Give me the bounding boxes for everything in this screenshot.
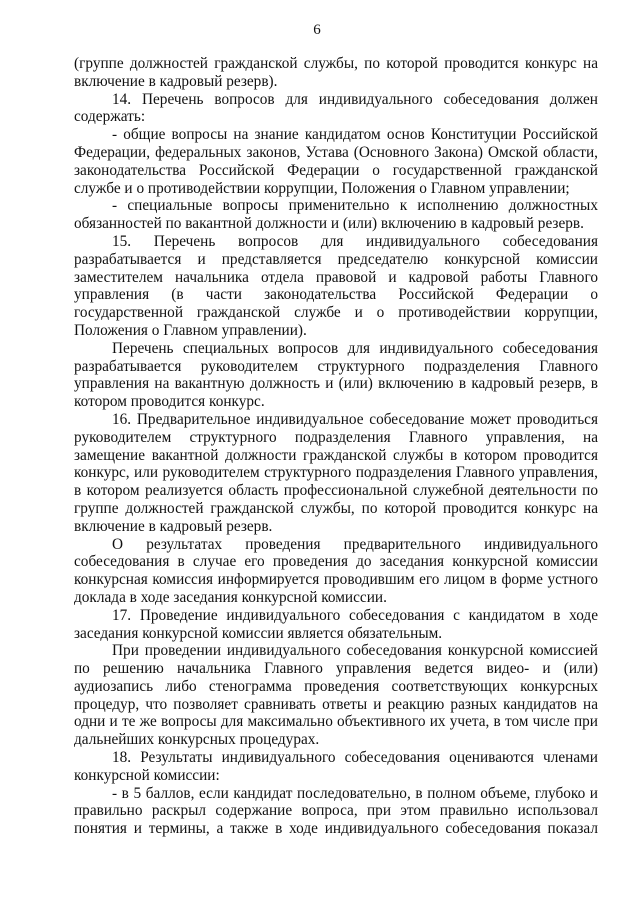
- paragraph-item-17: 17. Проведение индивидуального собеседования с кандидатом в ходе заседания конкурсной комиссии является обязательным.: [74, 606, 598, 642]
- document-body: [74, 55, 598, 838]
- paragraph-continuation: (группе должностей гражданской службы, по которой проводится конкурс на включение в кадровый резерв).: [74, 55, 598, 90]
- paragraph-item-15: 15. Перечень вопросов для индивидуального собеседования разрабатывается и представляется председателю конкурсной комиссии заместителем начальника отдела правовой и кадровой работы Главного управления (в части законодательства Российской Федерации о государственной гражданской службе и о противодействии коррупции, Положения о Главном управлении).: [74, 232, 598, 339]
- paragraph-item-18: 18. Результаты индивидуального собеседования оцениваются членами конкурсной комиссии:: [74, 749, 598, 784]
- page-number: 6: [313, 22, 321, 38]
- paragraph-general-questions: - общие вопросы на знание кандидатом основ Конституции Российской Федерации, федеральных законов, Устава (Основного Закона) Омской области, законодательства Российской Федерации о государственной гражданской службе и о противодействии коррупции, Положения о Главном управлении;: [74, 126, 598, 197]
- paragraph-item-14: 14. Перечень вопросов для индивидуального собеседования должен содержать:: [74, 90, 598, 126]
- paragraph-preliminary-results: О результатах проведения предварительного индивидуального собеседования в случае его проведения до заседания конкурсной комиссии конкурсная комиссия информируется проводившим его лицом в форме устного доклада в ходе заседания конкурсной комиссии.: [74, 535, 598, 606]
- paragraph-five-points: - в 5 баллов, если кандидат последовательно, в полном объеме, глубоко и правильно раскрыл содержание вопроса, при этом правильно использовал понятия и термины, а также в ходе индивидуального собеседования показал: [74, 784, 598, 838]
- paragraph-recording: При проведении индивидуального собеседования конкурсной комиссией по решению начальника Главного управления ведется видео- и (или) аудиозапись либо стенограмма проведения соответствующих конкурсных процедур, что позволяет сравнивать ответы и реакцию разных кандидатов на одни и те же вопросы для максимально объективного их учета, в том числе при дальнейших конкурсных процедурах.: [74, 642, 598, 749]
- paragraph-special-questions-list: Перечень специальных вопросов для индивидуального собеседования разрабатывается руководителем структурного подразделения Главного управления на вакантную должность и (или) включению в кадровый резерв, в котором проводится конкурс.: [74, 339, 598, 411]
- paragraph-item-16: 16. Предварительное индивидуальное собеседование может проводиться руководителем структурного подразделения Главного управления, на замещение вакантной должности гражданской службы в котором проводится конкурс, или руководителем структурного подразделения Главного управления, в котором реализуется область профессиональной служебной деятельности по группе должностей гражданской службы, по которой проводится конкурс на включение в кадровый резерв.: [74, 410, 598, 535]
- paragraph-special-questions: - специальные вопросы применительно к исполнению должностных обязанностей по вакантной должности и (или) включению в кадровый резерв.: [74, 197, 598, 233]
